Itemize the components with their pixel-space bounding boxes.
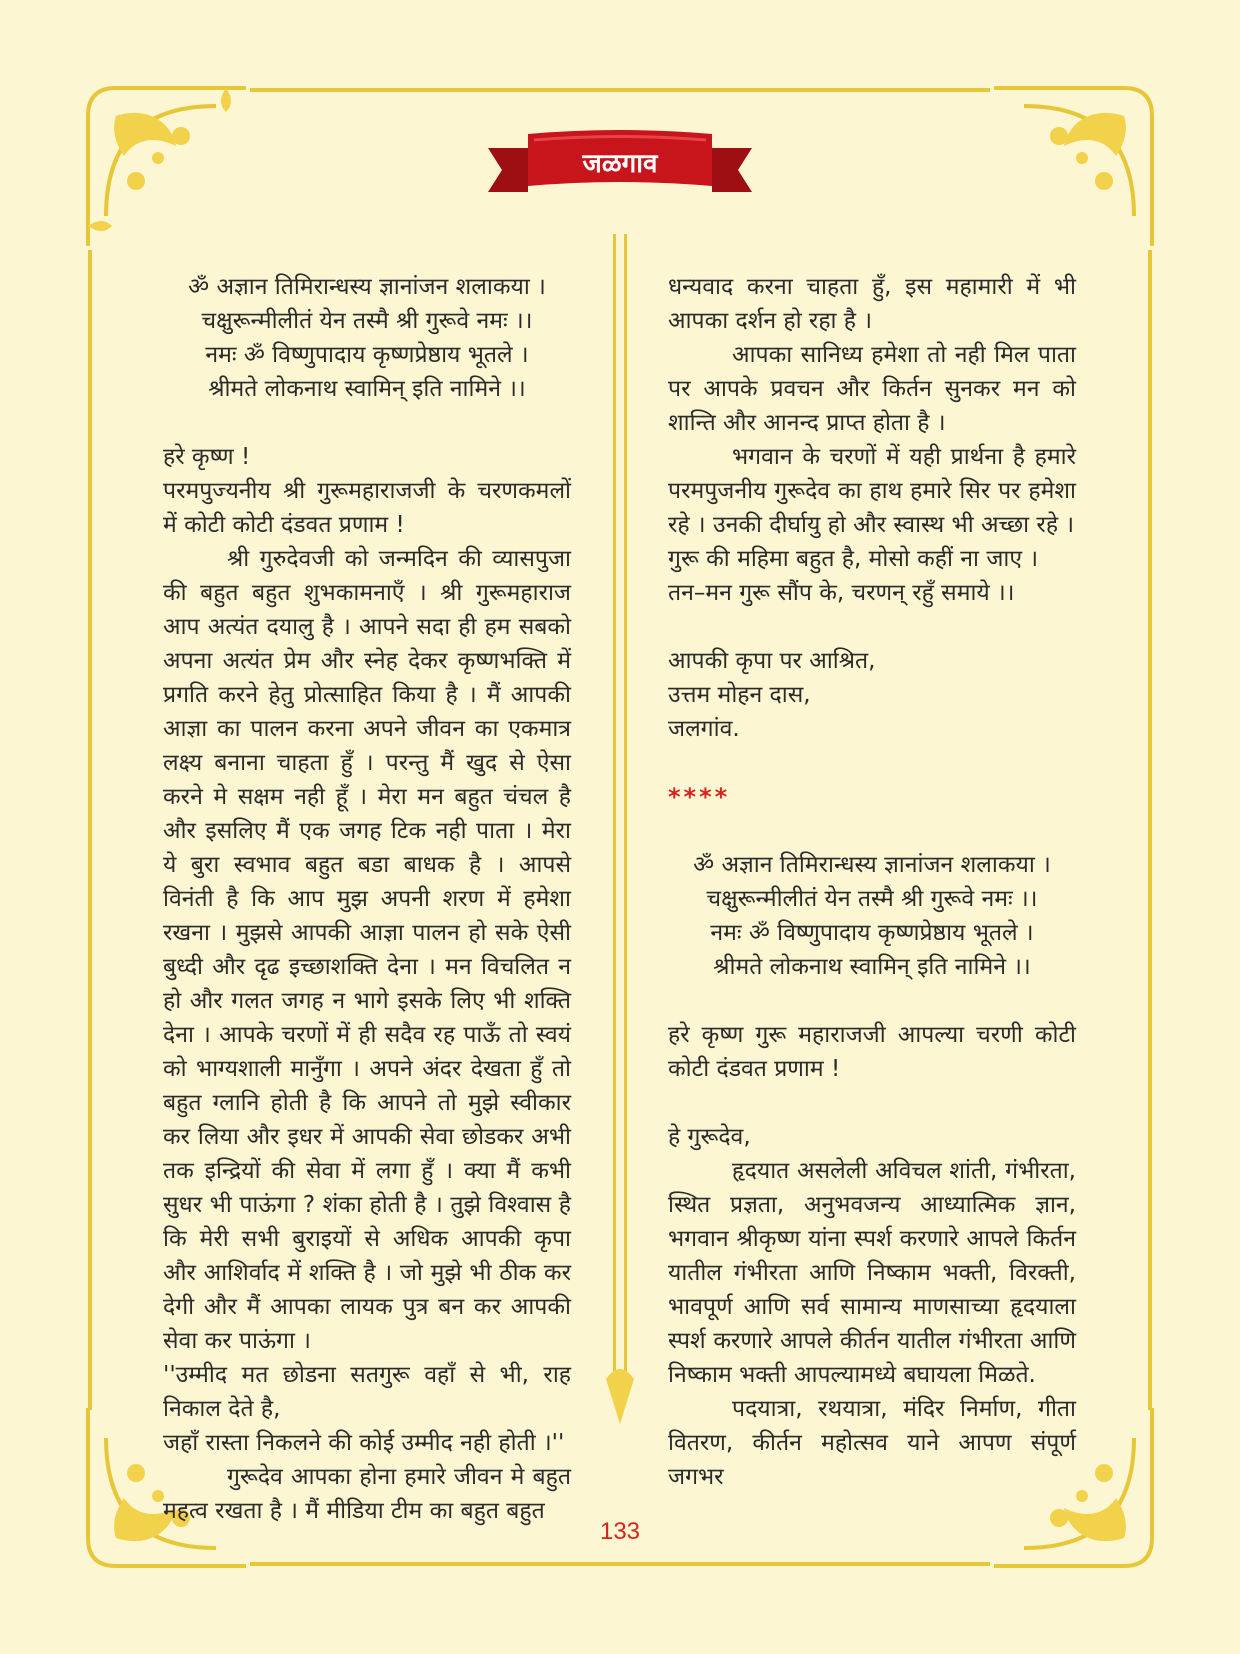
body-paragraph: हृदयात असलेली अविचल शांती, गंभीरता, स्थित प्रज्ञता, अनुभवजन्य आध्यात्मिक ज्ञान, भगवान श्रीकृष्ण यांना स्पर्श करणारे आपले किर्तन यातील गंभीरता आणि निष्काम भक्ती, विरक्ती, भावपूर्ण आणि सर्व सामान्य माणसाच्या हृदयाला स्पर्श करणारे आपले कीर्तन यातील गंभीरता आणि निष्काम भक्ती आपल्यामध्ये बघायला मिळते. — [668, 1158, 1076, 1388]
shloka-line: नमः ॐ विष्णुपादाय कृष्णप्रेष्ठाय भूतले । — [205, 342, 529, 368]
frame-bottom-border — [250, 1562, 990, 1566]
quote-line: ''उम्मीद मत छोडना सतगुरू वहाँ से भी, राह निकाल देते है, — [163, 1362, 571, 1422]
salutation: परमपुज्यनीय श्री गुरूमहाराजजी के चरणकमलों में कोटी कोटी दंडवत प्रणाम ! — [163, 478, 571, 538]
body-paragraph: पदयात्रा, रथयात्रा, मंदिर निर्माण, गीता वितरण, कीर्तन महोत्सव याने आपण संपूर्ण जगभर — [668, 1396, 1076, 1490]
ribbon-title: जळगाव — [582, 149, 658, 179]
body-paragraph: भगवान के चरणों में यही प्रार्थना है हमारे परमपुजनीय गुरूदेव का हाथ हमारे सिर पर हमेशा रहे । उनकी दीर्घायु हो और स्वास्थ भी अच्छा रहे । — [668, 444, 1076, 538]
column-divider-icon — [600, 234, 640, 1434]
greeting: हरे कृष्ण गुरू महाराजजी आपल्या चरणी कोटी कोटी दंडवत प्रणाम ! — [668, 1022, 1076, 1082]
body-paragraph: श्री गुरुदेवजी को जन्मदिन की व्यासपुजा की बहुत बहुत शुभकामनाएँ । श्री गुरूमहाराज आप अत्यंत दयालु है । आपने सदा ही हम सबको अपना अत्यंत प्रेम और स्नेह देकर कृष्णभक्ति में प्रगति करने हेतु प्रोत्साहित किया है । मैं आपकी आज्ञा का पालन करना अपने जीवन का एकमात्र लक्ष्य बनाना चाहता हुँ । परन्तु मैं खुद से ऐसा करने मे सक्षम नही हूँ । मेरा मन बहुत चंचल है और इसलिए मैं एक जगह टिक नही पाता । मेरा ये बुरा स्वभाव बहुत बडा बाधक है । आपसे विनंती है कि आप मुझ अपनी शरण में हमेशा रखना । मुझसे आपकी आज्ञा पालन हो सके ऐसी बुध्दी और दृढ इच्छाशक्ति देना । मन विचलित न हो और गलत जगह न भागे इसके लिए भी शक्ति देना । आपके चरणों में ही सदैव रह पाऊँ तो स्वयं को भाग्यशाली मानुँगा । अपने अंदर देखता हुँ तो बहुत ग्लानि होती है कि आपने तो मुझे स्वीकार कर लिया और इधर में आपकी सेवा छोडकर अभी तक इन्द्रियों की सेवा में लगा हुँ । क्या मैं कभी सुधर भी पाऊंगा ? शंका होती है । तुझे विश्वास है कि मेरी सभी बुराइयों से अधिक आपकी कृपा और आशिर्वाद में शक्ति है । जो मुझे भी ठीक कर देगी और मैं आपका लायक पुत्र बन कर आपकी सेवा कर पाऊंगा । — [163, 546, 571, 1354]
body-paragraph: आपका सानिध्य हमेशा तो नही मिल पाता पर आपके प्रवचन और किर्तन सुनकर मन को शान्ति और आनन्द प्राप्त होता है । — [668, 342, 1076, 436]
body-paragraph: धन्यवाद करना चाहता हुँ, इस महामारी में भी आपका दर्शन हो रहा है । — [668, 274, 1076, 334]
left-column — [163, 270, 571, 1528]
frame-left-border — [88, 250, 92, 1410]
frame-right-border — [1148, 250, 1152, 1410]
corner-ornament-icon — [984, 76, 1164, 256]
shloka-line: नमः ॐ विष्णुपादाय कृष्णप्रेष्ठाय भूतले । — [710, 920, 1034, 946]
signature-line: उत्तम मोहन दास, — [668, 682, 811, 708]
quote-line: जहाँ रास्ता निकलने की कोई उम्मीद नही होती ।'' — [163, 1430, 565, 1456]
signature-line: जलगांव. — [668, 716, 740, 742]
right-column — [668, 270, 1076, 1494]
address-line: हे गुरूदेव, — [668, 1124, 751, 1150]
shloka-line: चक्षुरून्मीलीतं येन तस्मै श्री गुरूवे नमः ।। — [706, 886, 1038, 912]
frame-top-border — [250, 88, 990, 92]
shloka-line: श्रीमते लोकनाथ स्वामिन् इति नामिने ।। — [208, 376, 526, 402]
section-separator: **** — [668, 783, 731, 811]
greeting: हरे कृष्ण ! — [163, 444, 251, 470]
doha-line: गुरू की महिमा बहुत है, मोसो कहीं ना जाए । — [668, 546, 1039, 572]
shloka-line: चक्षुरून्मीलीतं येन तस्मै श्री गुरूवे नमः ।। — [201, 308, 533, 334]
page-number: 133 — [599, 1518, 641, 1545]
shloka-line: श्रीमते लोकनाथ स्वामिन् इति नामिने ।। — [713, 954, 1031, 980]
signature-line: आपकी कृपा पर आश्रित, — [668, 648, 876, 674]
body-paragraph: गुरूदेव आपका होना हमारे जीवन मे बहुत महत्व रखता है । मैं मीडिया टीम का बहुत बहुत — [163, 1464, 571, 1524]
corner-ornament-icon — [76, 76, 256, 256]
shloka-line: ॐ अज्ञान तिमिरान्धस्य ज्ञानांजन शलाकया । — [188, 274, 546, 300]
doha-line: तन–मन गुरू सौंप के, चरणन् रहुँ समाये ।। — [668, 580, 1015, 606]
shloka-line: ॐ अज्ञान तिमिरान्धस्य ज्ञानांजन शलाकया । — [693, 852, 1051, 878]
